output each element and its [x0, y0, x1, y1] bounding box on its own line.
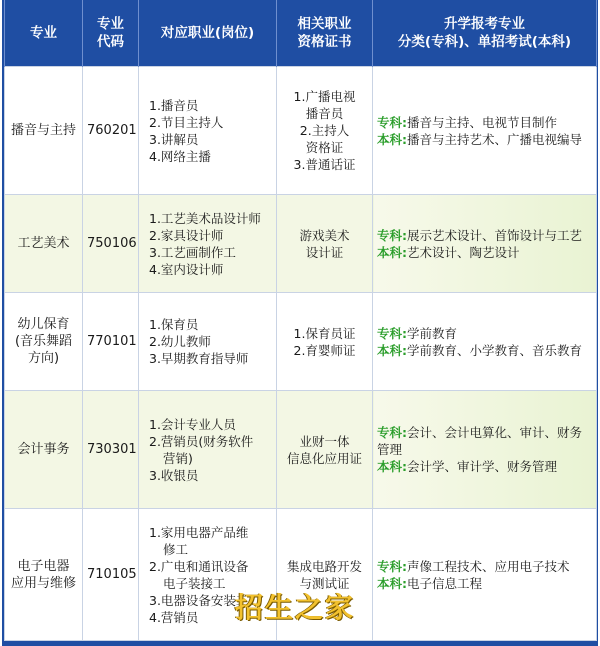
- job-text: 3.收银员: [149, 467, 199, 483]
- jobs-cell: [139, 195, 277, 293]
- jobs-list: [149, 416, 272, 484]
- job-text: 1.播音员: [149, 97, 199, 113]
- exam-plan-cell: [373, 67, 597, 195]
- plan-line: [377, 424, 592, 441]
- job-item: [149, 114, 272, 131]
- plan-line: [377, 458, 592, 475]
- cert-line: 播音员: [305, 106, 344, 121]
- job-text: 2.营销员(财务软件: [149, 433, 254, 449]
- plan-tag: 本科:: [377, 459, 407, 474]
- plan-tag: 本科:: [377, 131, 407, 147]
- job-item: [149, 261, 272, 278]
- job-item: [149, 467, 272, 484]
- exam-plan-cell: [373, 509, 597, 641]
- cert-item: [281, 227, 368, 261]
- cert-item: [281, 325, 368, 342]
- cert-item: [281, 342, 368, 359]
- major-code: 770101: [87, 334, 137, 349]
- plan-tag: 专科:: [377, 325, 407, 341]
- certs-cell: [277, 293, 373, 391]
- jobs-cell: [139, 67, 277, 195]
- cert-line: 业财一体: [299, 433, 350, 449]
- cert-line: 1.广播电视: [293, 89, 356, 104]
- plan-tag: 本科:: [377, 575, 407, 591]
- job-item: [149, 148, 272, 165]
- jobs-list: [149, 97, 272, 165]
- cert-line: 资格证: [305, 140, 344, 155]
- plan-text: 播音与主持、电视节目制作: [407, 114, 558, 130]
- job-text: 1.会计专业人员: [149, 416, 236, 432]
- cert-line: 2.育婴师证: [293, 342, 356, 358]
- major-name-cell: [5, 391, 83, 509]
- major-name-cell: [5, 67, 83, 195]
- major-name-line: 会计事务: [17, 442, 70, 457]
- jobs-cell: [139, 293, 277, 391]
- certs-cell: [277, 195, 373, 293]
- plan-tag: 本科:: [377, 244, 407, 260]
- plan-line: [377, 575, 592, 592]
- jobs-list: [149, 210, 272, 278]
- plan-tag: 专科:: [377, 227, 407, 243]
- job-item: [149, 210, 272, 227]
- table-row: [5, 391, 597, 509]
- header-jobs: 对应职业(岗位): [139, 0, 277, 67]
- job-text-cont: 营销): [163, 450, 193, 466]
- major-code: 750106: [87, 236, 137, 251]
- cert-line: 集成电路开发: [286, 558, 362, 574]
- job-text: 3.工艺画制作工: [149, 244, 236, 260]
- job-text: 3.电器设备安装工: [149, 592, 249, 608]
- cert-line: 与测试证: [299, 575, 350, 591]
- plan-line: [377, 131, 592, 148]
- plan-line: [377, 558, 592, 575]
- plan-line: [377, 114, 592, 131]
- major-name-line: 电子电器: [17, 558, 70, 574]
- major-name-line: 播音与主持: [10, 123, 76, 138]
- major-code: 760201: [87, 123, 137, 138]
- table-row: [5, 67, 597, 195]
- plan-text: 声像工程技术、应用电子技术: [407, 558, 570, 574]
- cert-item: [281, 433, 368, 467]
- job-item: [149, 524, 272, 558]
- cert-line: 3.普通话证: [293, 157, 356, 172]
- plan-tag: 专科:: [377, 558, 407, 574]
- job-item: [149, 416, 272, 433]
- plan-text: 学前教育、小学教育、音乐教育: [407, 342, 583, 358]
- major-name-line: (音乐舞蹈: [14, 334, 73, 349]
- major-name-cell: [5, 293, 83, 391]
- plan-text: 展示艺术设计、首饰设计与工艺: [407, 227, 583, 243]
- major-code-cell: [83, 391, 139, 509]
- plan-text: 播音与主持艺术、广播电视编导: [407, 131, 583, 147]
- cert-line: 设计证: [305, 244, 344, 260]
- table-row: [5, 293, 597, 391]
- job-text: 4.网络主播: [149, 148, 211, 164]
- plan-tag: 专科:: [377, 425, 407, 440]
- certs-cell: [277, 67, 373, 195]
- exam-plan-cell: [373, 195, 597, 293]
- majors-table: [4, 0, 597, 641]
- job-text-cont: 修工: [163, 541, 189, 557]
- major-name-line: 幼儿保育: [17, 317, 70, 332]
- plan-line: [377, 227, 592, 244]
- major-code-cell: [83, 293, 139, 391]
- cert-line: 游戏美术: [299, 227, 350, 243]
- plan-tag: 本科:: [377, 342, 407, 358]
- job-text: 3.讲解员: [149, 131, 199, 147]
- job-text: 2.节目主持人: [149, 114, 224, 130]
- watermark-logo: 招生之家: [235, 591, 356, 624]
- plan-line: [377, 325, 592, 342]
- header-major: 专业: [5, 0, 83, 67]
- cert-item: [281, 88, 368, 122]
- header-code: 专业 代码: [83, 0, 139, 67]
- job-text: 4.营销员: [149, 609, 199, 625]
- plan-line: [377, 342, 592, 359]
- cert-line: 1.保育员证: [293, 325, 356, 341]
- major-name-cell: [5, 195, 83, 293]
- job-text: 1.工艺美术品设计师: [149, 210, 261, 226]
- plan-tag: 专科:: [377, 114, 407, 130]
- job-item: [149, 131, 272, 148]
- job-text: 2.幼儿教师: [149, 334, 211, 349]
- major-name-line: 工艺美术: [17, 236, 70, 251]
- job-item: [149, 333, 272, 350]
- plan-text: 电子信息工程: [407, 575, 483, 591]
- table-row: [5, 195, 597, 293]
- header-row: [5, 0, 597, 67]
- jobs-cell: [139, 391, 277, 509]
- job-text: 2.广电和通讯设备: [149, 558, 249, 574]
- major-name-cell: [5, 509, 83, 641]
- job-text: 2.家具设计师: [149, 227, 224, 243]
- cert-line: 2.主持人: [299, 123, 350, 138]
- major-code-cell: [83, 509, 139, 641]
- major-code-cell: [83, 195, 139, 293]
- plan-text: 艺术设计、陶艺设计: [407, 244, 520, 260]
- major-name-line: 应用与维修: [10, 575, 76, 591]
- exam-plan-cell: [373, 293, 597, 391]
- header-certs: 相关职业 资格证书: [277, 0, 373, 67]
- header-exam: 升学报考专业 分类(专科)、单招考试(本科): [373, 0, 597, 67]
- jobs-list: [149, 316, 272, 367]
- job-item: [149, 244, 272, 261]
- cert-line: 信息化应用证: [286, 450, 362, 466]
- plan-text-cont: 管理: [377, 442, 403, 457]
- job-text: 1.保育员: [149, 317, 199, 332]
- plan-line: [377, 244, 592, 261]
- job-item: [149, 433, 272, 467]
- job-text-cont: 电子装接工: [163, 575, 226, 591]
- cert-item: [281, 156, 368, 173]
- job-text: 1.家用电器产品维: [149, 524, 249, 540]
- cert-item: [281, 122, 368, 156]
- job-item: [149, 350, 272, 367]
- plan-text: 学前教育: [407, 325, 458, 341]
- exam-plan-cell: [373, 391, 597, 509]
- major-code: 710105: [87, 567, 137, 582]
- plan-text: 会计、会计电算化、审计、财务: [407, 425, 583, 440]
- major-code-cell: [83, 67, 139, 195]
- job-text: 4.室内设计师: [149, 261, 224, 277]
- major-code: 730301: [87, 442, 137, 457]
- job-item: [149, 227, 272, 244]
- major-name-line: 方向): [27, 351, 60, 366]
- plan-text: 会计学、审计学、财务管理: [407, 459, 558, 474]
- certs-cell: [277, 391, 373, 509]
- job-item: [149, 97, 272, 114]
- job-text: 3.早期教育指导师: [149, 351, 249, 366]
- job-item: [149, 316, 272, 333]
